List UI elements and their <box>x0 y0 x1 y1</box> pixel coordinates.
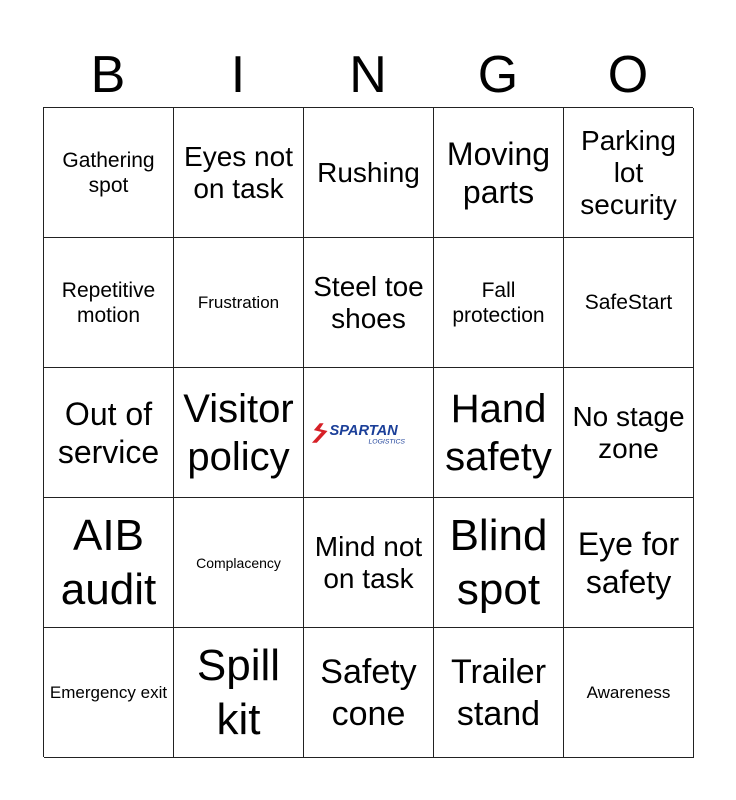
header-letter-g: G <box>477 46 519 104</box>
bingo-cell[interactable] <box>434 368 564 498</box>
cell-text: Trailer stand <box>450 652 547 733</box>
bingo-cell[interactable] <box>564 368 694 498</box>
bingo-cell[interactable] <box>44 628 174 758</box>
bingo-cell[interactable] <box>564 108 694 238</box>
cell-text: Blind spot <box>449 510 548 614</box>
bingo-cell[interactable] <box>304 628 434 758</box>
bingo-cell[interactable] <box>174 628 304 758</box>
bingo-cell[interactable] <box>434 108 564 238</box>
cell-text: AIB audit <box>60 510 157 614</box>
cell-text: Mind not on task <box>314 530 423 594</box>
bingo-cell[interactable] <box>174 498 304 628</box>
bingo-cell[interactable] <box>304 108 434 238</box>
bingo-cell[interactable] <box>304 498 434 628</box>
bingo-cell[interactable] <box>564 238 694 368</box>
cell-text: Moving parts <box>446 135 551 210</box>
cell-text: Repetitive motion <box>61 278 156 327</box>
cell-text: No stage zone <box>572 400 685 464</box>
bingo-cell[interactable] <box>564 498 694 628</box>
header-letter-b: B <box>90 46 126 104</box>
cell-text: Spill kit <box>196 640 281 744</box>
cell-text: Visitor policy <box>183 386 294 479</box>
bingo-cell[interactable] <box>434 238 564 368</box>
header-letter-i: I <box>230 46 246 104</box>
cell-text: SafeStart <box>584 291 673 314</box>
bingo-cell[interactable] <box>304 238 434 368</box>
bingo-cell[interactable] <box>434 628 564 758</box>
header-letter-n: N <box>349 46 387 104</box>
cell-text: Rushing <box>317 156 420 188</box>
cell-text: Eye for safety <box>577 525 680 600</box>
cell-text: Emergency exit <box>49 682 168 702</box>
spartan-logistics-logo <box>308 418 429 448</box>
cell-text: Steel toe shoes <box>313 270 424 334</box>
bingo-header <box>43 42 693 108</box>
cell-text: Out of service <box>57 395 160 470</box>
bingo-cell[interactable] <box>174 368 304 498</box>
cell-text: Parking lot security <box>580 124 677 220</box>
bingo-cell[interactable] <box>44 108 174 238</box>
bingo-cell[interactable] <box>174 238 304 368</box>
free-space-logo <box>304 368 434 498</box>
cell-text: Gathering spot <box>62 148 155 197</box>
cell-text: Hand safety <box>445 386 552 479</box>
cell-text: Frustration <box>197 292 280 312</box>
logo-swoosh-icon <box>312 423 328 443</box>
bingo-cell[interactable] <box>564 628 694 758</box>
logo-sub: LOGISTICS <box>368 438 405 446</box>
bingo-cell[interactable] <box>174 108 304 238</box>
cell-text: Eyes not on task <box>184 140 293 204</box>
cell-text: Awareness <box>586 682 671 702</box>
bingo-cell[interactable] <box>44 238 174 368</box>
logo-name: SPARTAN <box>329 422 398 439</box>
bingo-cell[interactable] <box>434 498 564 628</box>
bingo-cell[interactable] <box>44 368 174 498</box>
header-letter-o: O <box>607 46 649 104</box>
bingo-board <box>43 107 693 757</box>
cell-text: Fall protection <box>452 278 545 327</box>
cell-text: Complacency <box>196 554 281 571</box>
cell-text: Safety cone <box>320 652 417 733</box>
bingo-cell[interactable] <box>44 498 174 628</box>
